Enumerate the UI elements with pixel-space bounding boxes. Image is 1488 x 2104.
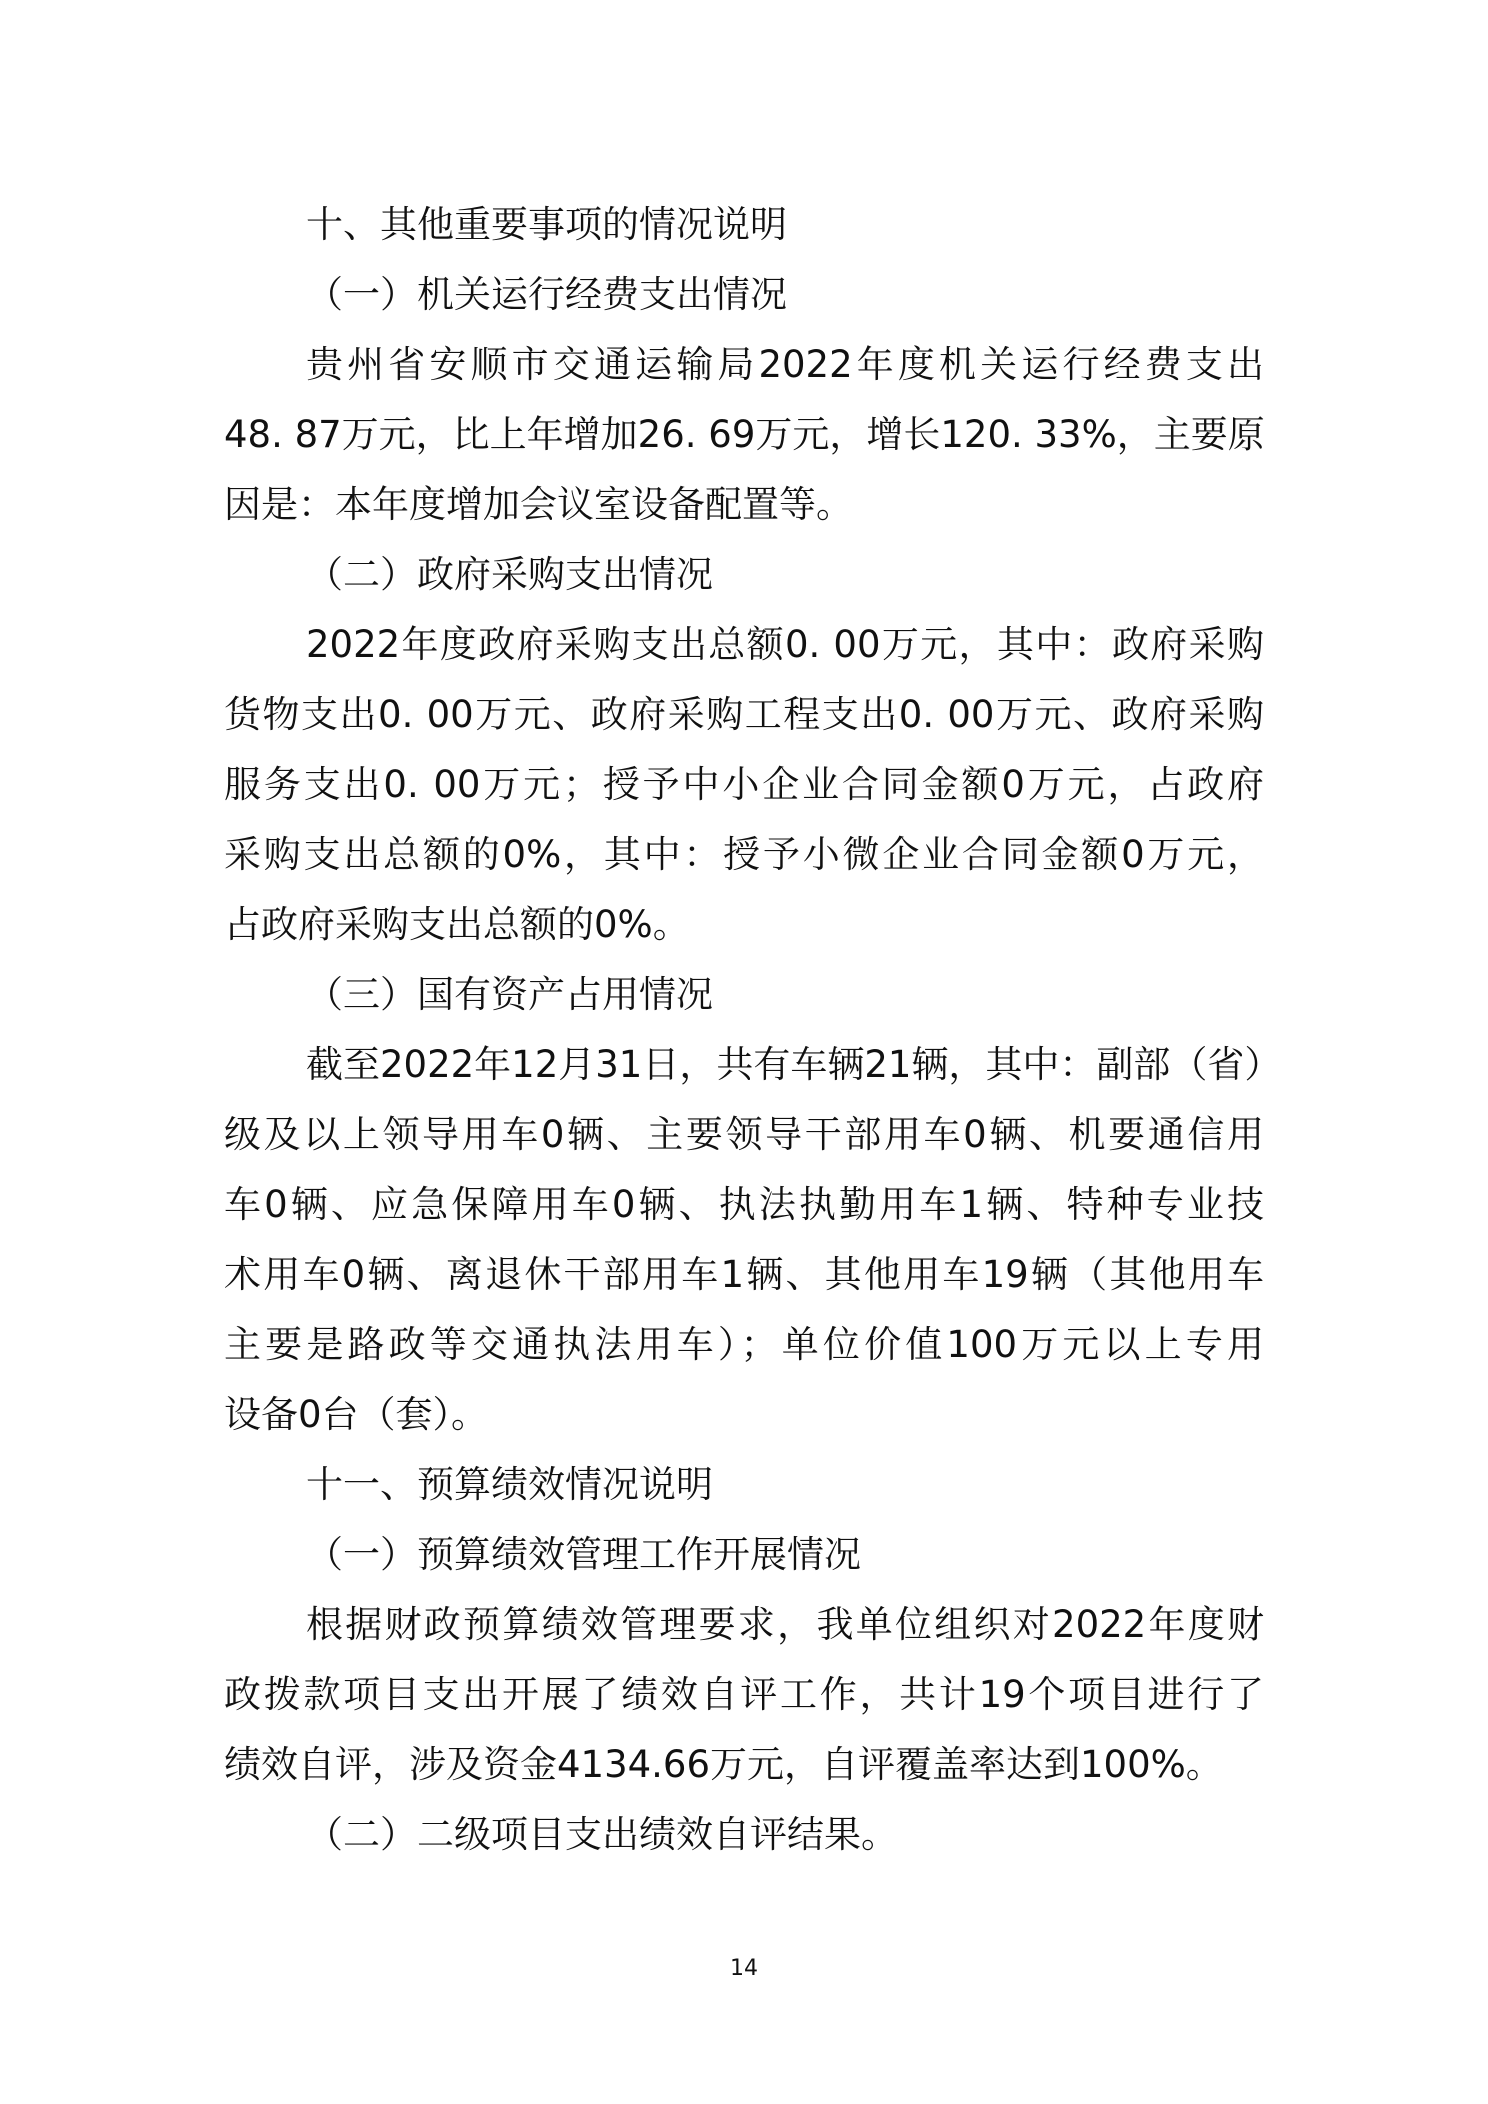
paragraph-line: 政拨款项目支出开展了绩效自评工作，共计19个项目进行了 — [224, 1673, 1264, 1716]
paragraph-line: 贵州省安顺市交通运输局2022年度机关运行经费支出 — [306, 343, 1264, 386]
paragraph-line: 设备0台（套）。 — [224, 1393, 489, 1436]
paragraph-line: 车0辆、应急保障用车0辆、执法执勤用车1辆、特种专业技 — [224, 1183, 1264, 1226]
paragraph-line: 货物支出0. 00万元、政府采购工程支出0. 00万元、政府采购 — [224, 693, 1264, 736]
subheading-state-assets: （三）国有资产占用情况 — [306, 973, 713, 1016]
paragraph-line: 48. 87万元，比上年增加26. 69万元，增长120. 33%，主要原 — [224, 413, 1265, 456]
subheading-performance-management: （一）预算绩效管理工作开展情况 — [306, 1533, 861, 1576]
section-heading-10: 十、其他重要事项的情况说明 — [306, 203, 787, 246]
subheading-operating-costs: （一）机关运行经费支出情况 — [306, 273, 787, 316]
paragraph-line: 级及以上领导用车0辆、主要领导干部用车0辆、机要通信用 — [224, 1113, 1264, 1156]
page-number: 14 — [730, 1956, 758, 1981]
subheading-project-evaluation: （二）二级项目支出绩效自评结果。 — [306, 1813, 898, 1856]
paragraph-line: 采购支出总额的0%，其中：授予小微企业合同金额0万元， — [224, 833, 1264, 876]
paragraph-line: 因是：本年度增加会议室设备配置等。 — [224, 483, 853, 526]
subheading-procurement: （二）政府采购支出情况 — [306, 553, 713, 596]
paragraph-line: 术用车0辆、离退休干部用车1辆、其他用车19辆（其他用车 — [224, 1253, 1264, 1296]
paragraph-line: 绩效自评，涉及资金4134.66万元，自评覆盖率达到100%。 — [224, 1743, 1223, 1786]
document-body — [224, 190, 1282, 1870]
paragraph-line: 占政府采购支出总额的0%。 — [224, 903, 690, 946]
paragraph-line: 服务支出0. 00万元；授予中小企业合同金额0万元，占政府 — [224, 763, 1264, 806]
section-heading-11: 十一、预算绩效情况说明 — [306, 1463, 713, 1506]
paragraph-line: 根据财政预算绩效管理要求，我单位组织对2022年度财 — [306, 1603, 1264, 1646]
paragraph-line: 截至2022年12月31日，共有车辆21辆，其中：副部（省） — [306, 1043, 1282, 1086]
paragraph-line: 主要是路政等交通执法用车）；单位价值100万元以上专用 — [224, 1323, 1264, 1366]
paragraph-line: 2022年度政府采购支出总额0. 00万元，其中：政府采购 — [306, 623, 1264, 666]
